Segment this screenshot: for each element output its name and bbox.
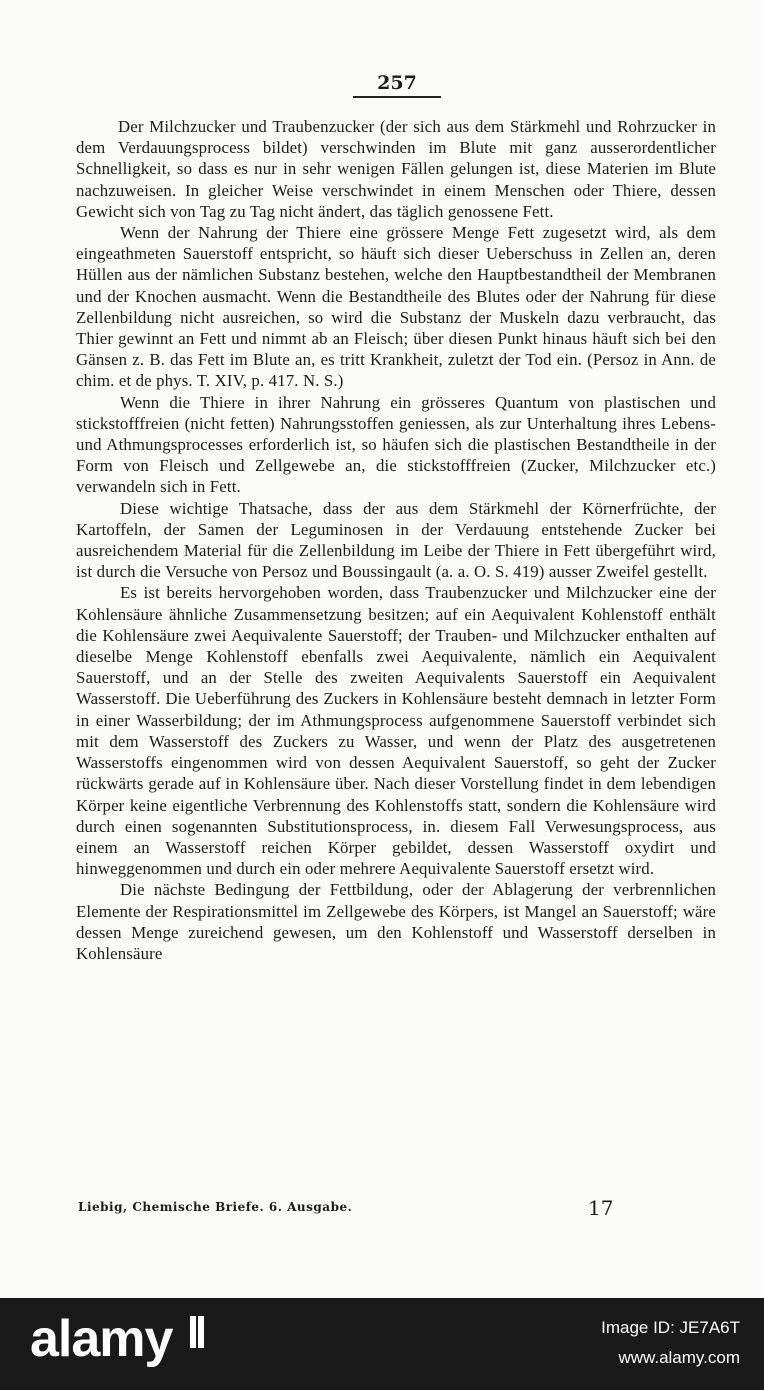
paragraph-3: Wenn die Thiere in ihrer Nahrung ein grösseres Quantum von plastischen und stickstofffreien (nicht fetten) Nahrungsstoffen geniessen, als zur Unterhaltung ihres Lebens- und Athmungsprocesses erforderlich ist, so häufen sich die plastischen Bestandtheile in der Form von Fleisch und Zellgewebe an, die stickstofffreien (Zucker, Milchzucker etc.) verwandeln sich in Fett. [76, 392, 716, 497]
footer-source-line: Liebig, Chemische Briefe. 6. Ausgabe. [78, 1200, 353, 1214]
image-id-label: Image ID: JE7A6T [601, 1318, 740, 1337]
body-text [76, 116, 716, 964]
paragraph-2: Wenn der Nahrung der Thiere eine grössere Menge Fett zugesetzt wird, als dem eingeathmeten Sauerstoff entspricht, so häuft sich dieser Ueberschuss in Zellen an, deren Hüllen aus der nämlichen Substanz bestehen, welche den Hauptbestandtheil der Membranen und der Knochen ausmacht. Wenn die Bestandtheile des Blutes oder der Nahrung für diese Zellenbildung nicht ausreichen, so wird die Substanz der Muskeln dazu verbraucht, das Thier gewinnt an Fett und nimmt ab an Fleisch; über diesen Punkt hinaus häuft sich bei den Gänsen z. B. das Fett im Blute an, es tritt Krankheit, zuletzt der Tod ein. (Persoz in Ann. de chim. et de phys. T. XIV, p. 417. N. S.) [76, 223, 716, 391]
alamy-logo: alamy [30, 1310, 173, 1368]
paragraph-1: Der Milchzucker und Traubenzucker (der sich aus dem Stärkmehl und Rohrzucker in dem Verdauungsprocess bildet) verschwinden im Blute mit ganz ausserordentlicher Schnelligkeit, so dass es nur in sehr wenigen Fällen gelungen ist, diese Materien im Blute nachzuweisen. In gleicher Weise verschwindet in einem Menschen oder Thiere, dessen Gewicht sich von Tag zu Tag nicht ändert, das täglich genossene Fett. [76, 117, 716, 221]
paragraph-6: Die nächste Bedingung der Fettbildung, oder der Ablagerung der verbrennlichen Elemente der Respirationsmittel im Zellgewebe des Körpers, ist Mangel an Sauerstoff; wäre dessen Menge zureichend gewesen, um den Kohlenstoff und Wasserstoff derselben in Kohlensäure [76, 880, 716, 963]
site-url-label: www.alamy.com [618, 1348, 740, 1367]
paragraph-5: Es ist bereits hervorgehoben worden, dass Traubenzucker und Milchzucker eine der Kohlensäure ähnliche Zusammensetzung besitzen; auf ein Aequivalent Kohlenstoff enthält die Kohlensäure zwei Aequivalente Sauerstoff; der Trauben- und Milchzucker enthalten auf dieselbe Menge Kohlenstoff ebenfalls zwei Aequivalente, nämlich ein Aequivalent Sauerstoff, und an der Stelle des zweiten Aequivalents Sauerstoff ein Aequivalent Wasserstoff. Die Ueberführung des Zuckers in Kohlensäure besteht demnach in letzter Form in einer Wasserbildung; der im Athmungsprocess aufgenommene Sauerstoff verbindet sich mit dem Wasserstoff des Zuckers zu Wasser, und wenn der Platz des ausgetretenen Wasserstoffs eingenommen wird von dessen Aequivalent Sauerstoff, so geht der Zucker rückwärts gerade auf in Kohlensäure über. Nach dieser Vorstellung findet in dem lebendigen Körper keine eigentliche Verbrennung des Kohlenstoffs statt, sondern die Kohlensäure wird durch einen sogenannten Substitutionsprocess, in. diesem Fall Verwesungsprocess, aus einem an Wasserstoff reichen Körper gebildet, dessen Wasserstoff oxydirt und hinweggenommen und durch ein oder mehrere Aequivalente Sauerstoff ersetzt wird. [76, 583, 716, 879]
signature-number: 17 [588, 1196, 614, 1220]
alamy-logo-mark-icon [186, 1310, 208, 1354]
page-footer [78, 1196, 710, 1222]
paragraph-4: Diese wichtige Thatsache, dass der aus dem Stärkmehl der Körnerfrüchte, der Kartoffeln, der Samen der Leguminosen in der Verdauung entstehende Zucker bei ausreichendem Material für die Zellenbildung im Leibe der Thiere in Fett übergeführt wird, ist durch die Versuche von Persoz und Boussingault (a. a. O. S. 419) ausser Zweifel gestellt. [76, 498, 716, 582]
page-number: 257 [353, 72, 441, 98]
